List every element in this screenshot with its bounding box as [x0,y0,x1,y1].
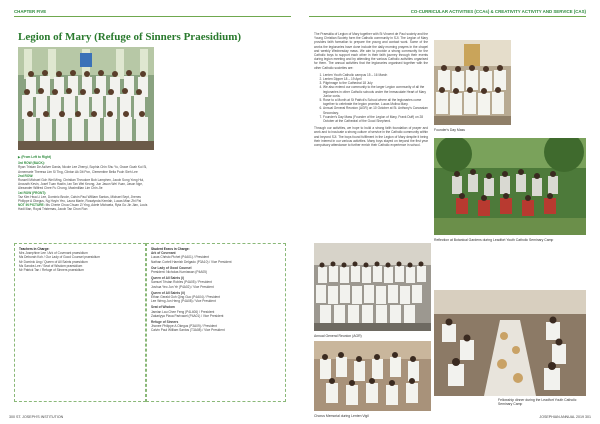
row-not-in-picture: NOT IN PICTURE: Ms Cherie Chua Chuan Zi Ying, Adele Michaela, Ryia Go Jin Jian, Louis Hadi Ilian, Royal Tristemas, Jacob Tan Chon Ron [18,203,148,212]
student-item: Jamian Lau Chee Feng (P4L406) / President [151,309,215,314]
student-item: Jhonee Philippe A Okegus (P3A09) / President [151,324,217,329]
teacher-item: Ms Deborah Koh / Our Lady of Good Counsel praesidium [19,255,100,260]
agr-caption: Annual General Reunion (AGR) [314,334,362,338]
student-item: Nathan Cortell Hamish Delgado (P3A10) / Vice President [151,259,232,264]
events-list [314,73,428,123]
student-item: Ark of Covenant [151,251,176,256]
row-label: 3rd ROW (BACK): [18,161,45,166]
teacher-item: Mrs Josephine Lee / Ark of Covenant praesidium [19,251,88,256]
teachers-heading: Teachers in Charge: [19,247,50,251]
vigil-photo [314,341,431,411]
row-names: Russell Michael Goh Wei Ming, Christian Theodore Bob Lamphen, Jacob Song Yong Hui, Anousth Kevin, Josef Tuan Hazlin, Ian Tan Wei Keong, Jun Jason Wei Yuan, Jason Nge, Alexander Wilfred Chee Fu Chong, Maximillian Lim Chin Jie [18,178,145,191]
row-label: 2nd ROW: [18,173,34,178]
names-caption-prefix: ▶ (From Left to Right) [18,155,52,159]
event-item: 2. Lenten Dipper 18 – 19 April [323,77,428,81]
student-item: President: Nicholas Kurniawan (P4A05) [151,270,207,275]
students-heading: Student Execs in Charge: [151,247,190,251]
student-item: Lee Weng Jun Heng (P4A08) / Vice President [151,299,216,304]
event-item: 6. Annual General Reunion (AGR) on 10 October at St. Anthony's Canossian Secondary. [323,106,428,114]
header-rule-left [14,16,291,17]
section-label: CO-CURRICULAR ACTIVITIES (CCAs) & CREATIVITY ACTIVITY AND SERVICE (CAS) [410,9,586,14]
student-item: Lucas Christo Pichet (P4A01) / President [151,255,209,260]
event-item: 4. We also extend our community to the larger Legion community of all the legionaries in other Catholic schools under the Immaculate Heart of Mary Junior curia. [323,85,428,98]
agr-photo [314,243,431,331]
row-names: Ryan Tristan De Asilver Dania, Nicole Lee Zhenyi, Sophia Chin Shu Yu, Grace Goah Kui Si, Annemarie Theresa Lim Si Ting, Clinton Ak Dit Pon, Clementine Bella Pooh Sieh Lee [18,165,148,174]
founders-day-caption: Founder's Day Mass [434,128,465,132]
dinner-photo [434,290,586,396]
vigil-caption: Chorus Memorial during Lenten Vigil [314,414,369,418]
students-list [151,247,281,333]
triangle-icon: ▶ [18,155,22,159]
row-label: 1st ROW (FRONT): [18,190,47,195]
event-item: 3. Pilgrimage to the Cathedral 18 July [323,81,428,85]
student-item: Queen of All Saints (i) [151,276,184,281]
article-body [314,32,428,147]
student-item: Queen of All Saints (ii) [151,290,185,295]
student-item: Zakariyya Pizua Parivacel (P4A01) / Vice President [151,313,224,318]
footer-left: 300 ST. JOSEPH'S INSTITUTION [9,415,64,419]
event-item: 7. Founder's Day Mass (Founder of the Legion of Mary, Frank Duff) on 28 October at the Cathedral of the Good Shepherd. [323,115,428,123]
footer-right: JOSEPHIAN ANNUAL 2019 301 [539,415,591,419]
student-item: Refuge of Sinners [151,320,179,325]
botanical-caption: Reflection at Botanical Gardens during Leadfort Youth Catholic Seminary Camp [434,238,554,242]
intro-paragraph: The Praesidia of Legion of Mary together with St Vincent de Paul society and the Young Christian Society form the Catholic community in SJI. The Legion of Mary provides faith formation to prepare the young and contact work. Some of the works the legionaries have done include the daily morning prayers in the chapel and weekly Wednesday mass. We aim to provide a strong community for the Catholic boys to support each other in their faith journey through their events during legion meeting and by attending the various Catholic activities organised for them. The annual activities that the legionaries organised together with the other Catholic societies are: [314,32,428,70]
teacher-item: Mr Dominic Ang / Queen of All Saints praesidium [19,259,88,264]
teacher-item: Mr Patrick Tan / Refuge of Sinners praesidium [19,268,84,273]
botanical-photo [434,138,586,235]
names-block [18,155,150,212]
teachers-list [19,247,143,272]
student-item: Ethan Gerald Goh Qing Guo (P4A04) / President [151,295,220,300]
group-photo [18,47,154,150]
teacher-item: Ms Sandra Lee / Seat of Wisdom praesidium [19,263,83,268]
header-rule-right [309,16,586,17]
student-item: Calvin Paul William Santos (T3A08) / Vice President [151,328,225,333]
student-item: Samuel Tristan Robles (P4A05) / President [151,280,212,285]
student-item: Joshua Yeo Jun Ye (P4A02) / Vice President [151,284,214,289]
dinner-caption: Fellowship dinner during the Leadfort Youth Catholic Seminary Camp [498,398,577,406]
student-item: Our Lady of Good Counsel [151,265,192,270]
row-names: Taz Kim Hwa Li Lee, Dominic Brode, Calvin Paul William Santos, Michael Sept, Jheneu Philippe A Okegus, Ng Hoyin Yeo, Laura Marie, Rosalynda Kemlah, Lucas Mian Zhi Pal [18,194,142,204]
event-item: 5. Rose to a Month at St Patrick's School where all the legionaries come together to celebrate the legion promise. Lucas Molina Mary. [323,98,428,106]
founders-day-photo [434,40,511,125]
chapter-label: CHAPTER FIVE [14,9,47,14]
student-item: Seat of Wisdom [151,305,175,310]
closing-paragraph: Through our activities, we hope to build a strong faith foundation of prayer and work and to inculcate a strong culture of service in the Catholic community within and beyond SJI. The boys found fulfilment in the Legion of Mary despite it being their interest in our various activities. Many boys stayed on beyond the first year compulsory attendance to further enrich their Catholic experience in school. [314,126,428,148]
event-item: 1. Lenten Youth Catholic campus 15 – 16 March [323,73,428,77]
article-title: Legion of Mary (Refuge of Sinners Praesidium) [18,31,242,43]
